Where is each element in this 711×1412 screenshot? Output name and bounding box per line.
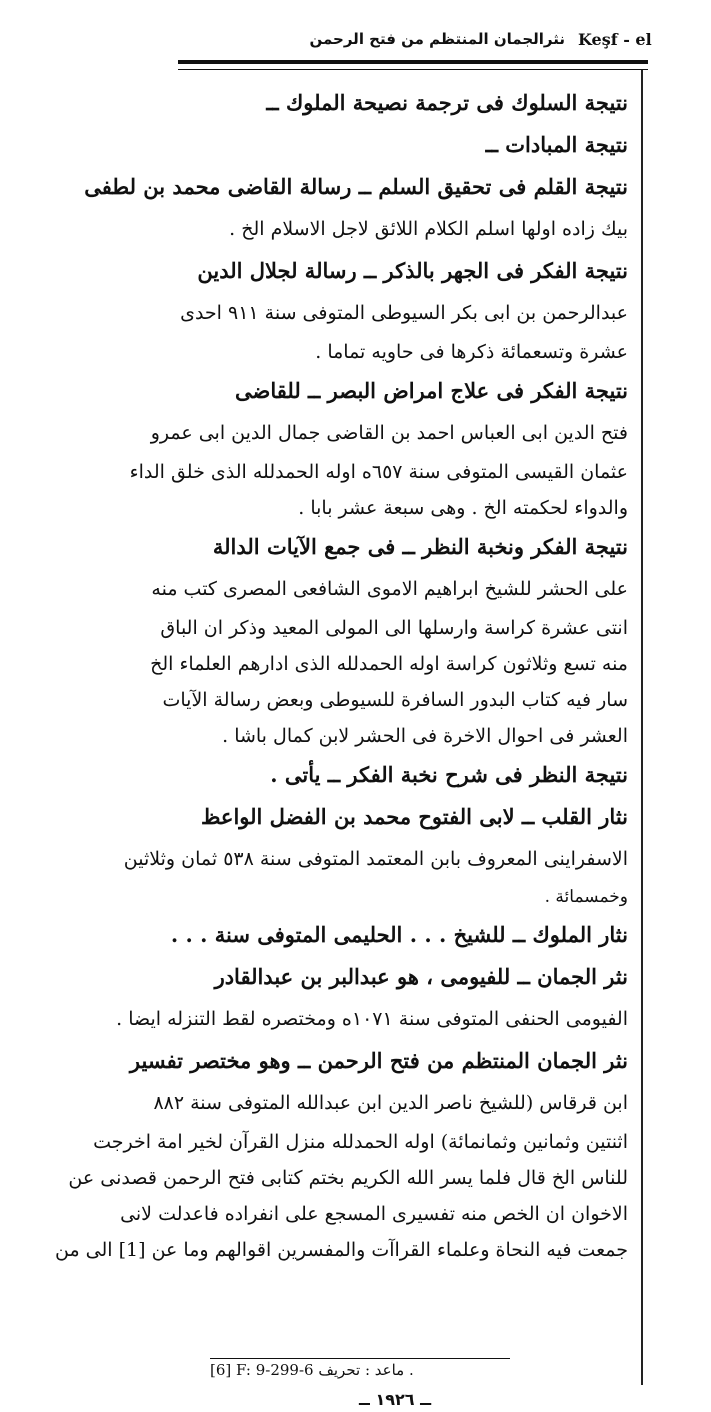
running-header-latin: Keşf - el [578,30,652,49]
running-header-title: نثرالجمان المنتظم من فتح الرحمن [309,30,565,48]
entry-text-line: اثنتين وثمانين وثمانمائة) اوله الحمدلله منزل القرآن لخير امة اخرجت [93,1131,628,1153]
entry-heading-line: نثر الجمان المنتظم من فتح الرحمن ــ وهو مختصر تفسير [129,1048,628,1073]
entry-text-line: والدواء لحكمته الخ . وهى سبعة عشر بابا . [298,497,628,519]
entry-text-line: عثمان القيسى المتوفى سنة ٦٥٧ه اوله الحمدلله الذى خلق الداء [129,461,628,483]
entry-text-line: انتى عشرة كراسة وارسلها الى المولى المعيد وذكر ان الباق [160,617,628,639]
entry-text-line: سار فيه كتاب البدور السافرة للسيوطى وبعض رسالة الآيات [162,689,628,711]
entry-text-line: الاسفراينى المعروف بابن المعتمد المتوفى سنة ٥٣٨ ثمان وثلاثين [123,848,628,870]
entry-text-line: الفيومى الحنفى المتوفى سنة ١٠٧١ه ومختصره لقط التنزله ايضا . [116,1008,628,1030]
entry-text-line: عشرة وتسعمائة ذكرها فى حاويه تماما . [315,341,628,363]
entry-text-line: للناس الخ قال فلما يسر الله الكريم بختم كتابى فتح الرحمن قصدنى عن [68,1167,628,1189]
page-text [54,82,628,1268]
entry-text-line: وخمسمائة . [544,887,628,907]
entry-heading-line: نتيجة الفكر ونخبة النظر ــ فى جمع الآيات الدالة [212,534,628,559]
entry-heading-line: نثار القلب ــ لابى الفتوح محمد بن الفضل الواعظ [200,804,628,829]
entry-heading-line: نثار الملوك ــ للشيخ . . . الحليمى المتوفى سنة . . . [170,922,628,947]
entry-text-line: جمعت فيه النحاة وعلماء القراآت والمفسرين اقوالهم وما عن [1] الى من [54,1239,628,1261]
entry-text-line: منه تسع وثلاثون كراسة اوله الحمدلله الذى ادارهم العلماء الخ [150,653,628,675]
entry-heading-line: نثر الجمان ــ للفيومى ، هو عبدالبر بن عبدالقادر [214,964,628,989]
entry-heading-line: نتيجة النظر فى شرح نخبة الفكر ــ يأتى . [270,762,628,787]
entry-text-line: العشر فى احوال الاخرة فى الحشر لابن كمال باشا . [222,725,628,747]
entry-heading-line: نتيجة الفكر فى علاج امراض البصر ــ للقاضى [235,378,628,403]
entry-text-line: الاخوان ان الخص منه تفسيرى المسجع على انفراده فاعدلت لانى [120,1203,628,1225]
entry-text-line: عبدالرحمن بن ابى بكر السيوطى المتوفى سنة ٩١١ احدى [180,302,628,324]
entry-heading-line: نتيجة المبادات ــ [485,132,628,157]
header-rule-thick [178,60,648,64]
footnote: [6] F: 9-299-6 ماعد : تحريف . [210,1358,510,1379]
entry-text-line: على الحشر للشيخ ابراهيم الاموى الشافعى المصرى كتب منه [151,578,628,600]
entry-heading-line: نتيجة الفكر فى الجهر بالذكر ــ رسالة لجلال الدين [197,258,628,283]
entry-text-line: فتح الدين ابى العباس احمد بن القاضى جمال الدين ابى عمرو [150,422,628,444]
header-rule-thin [178,69,648,70]
page-number: ــ ١٩٢٦ ــ [358,1390,432,1409]
entry-heading-line: نتيجة القلم فى تحقيق السلم ــ رسالة القاضى محمد بن لطفى [84,174,628,199]
entry-heading-line: نتيجة السلوك فى ترجمة نصيحة الملوك ــ [266,90,628,115]
entry-text-line: ابن قرقاس (للشيخ ناصر الدين ابن عبدالله المتوفى سنة ٨٨٢ [153,1092,628,1114]
column-border [641,70,643,1385]
entry-text-line: بيك زاده اولها اسلم الكلام اللائق لاجل الاسلام الخ . [229,218,628,240]
